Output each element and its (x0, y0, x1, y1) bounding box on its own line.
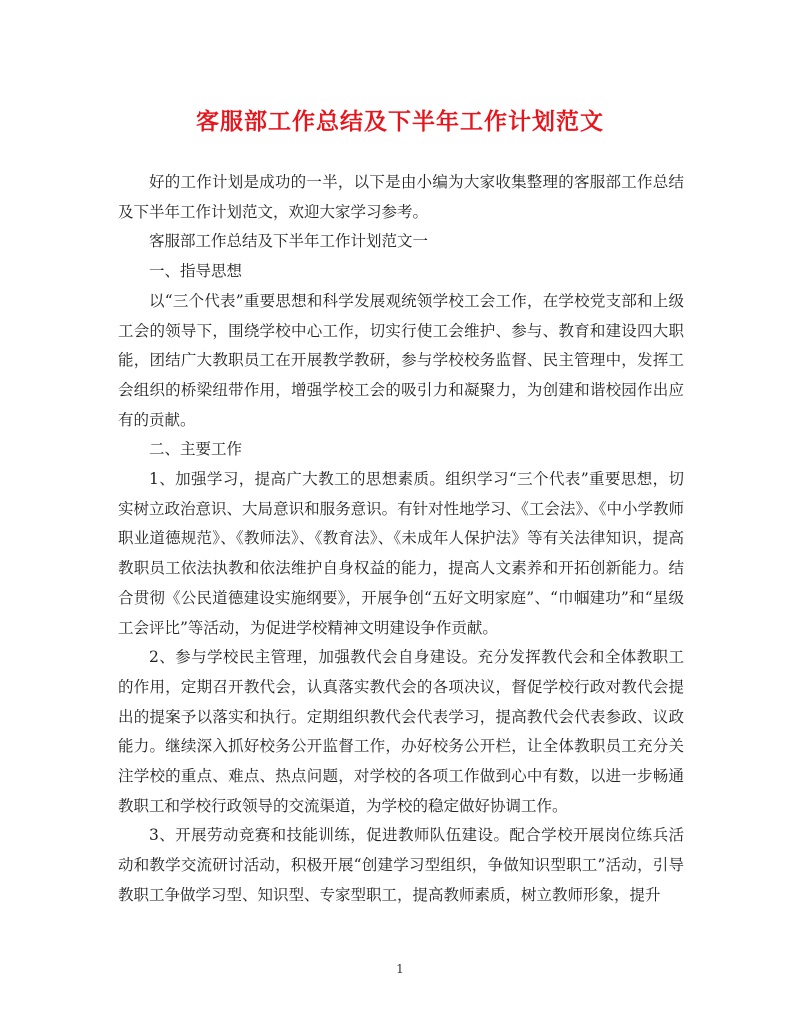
intro-paragraph: 好的工作计划是成功的一半，以下是由小编为大家收集整理的客服部工作总结及下半年工作计划范文，欢迎大家学习参考。 (118, 173, 684, 221)
heading-main-work: 二、主要工作 (149, 440, 243, 459)
paragraph-work-item-1: 1、加强学习，提高广大教工的思想素质。组织学习“三个代表”重要思想，切实树立政治意识、大局意识和服务意识。有针对性地学习、《工会法》、《中小学教师职业道德规范》、《教师法》、《教育法》、《未成年人保护法》等有关法律知识，提高教职员工依法执教和依法维护自身权益的能力，提高人文素养和开拓创新能力。结合贯彻《公民道德建设实施纲要》，开展争创“五好文明家庭”、“巾帼建功”和“星级工会评比”等活动，为促进学校精神文明建设争作贡献。 (118, 470, 684, 637)
page-number: 1 (396, 962, 404, 976)
document-body (118, 168, 684, 911)
paragraph-guiding-principle: 以“三个代表”重要思想和科学发展观统领学校工会工作，在学校党支部和上级工会的领导下，围绕学校中心工作，切实行使工会维护、参与、教育和建设四大职能，团结广大教职员工在开展教学教研，参与学校校务监督、民主管理中，发挥工会组织的桥梁纽带作用，增强学校工会的吸引力和凝聚力，为创建和谐校园作出应有的贡献。 (118, 291, 684, 429)
paragraph-work-item-2: 2、参与学校民主管理，加强教代会自身建设。充分发挥教代会和全体教职工的作用，定期召开教代会，认真落实教代会的各项决议，督促学校行政对教代会提出的提案予以落实和执行。定期组织教代会代表学习，提高教代会代表参政、议政能力。继续深入抓好校务公开监督工作，办好校务公开栏，让全体教职员工充分关注学校的重点、难点、热点问题，对学校的各项工作做到心中有数，以进一步畅通教职工和学校行政领导的交流渠道，为学校的稳定做好协调工作。 (118, 648, 684, 815)
section-subtitle: 客服部工作总结及下半年工作计划范文一 (149, 232, 429, 251)
paragraph-work-item-3: 3、开展劳动竞赛和技能训练，促进教师队伍建设。配合学校开展岗位练兵活动和教学交流研讨活动，积极开展“创建学习型组织，争做知识型职工”活动，引导教职工争做学习型、知识型、专家型职工，提高教师素质，树立教师形象，提升 (118, 826, 684, 904)
document-title: 客服部工作总结及下半年工作计划范文 (196, 108, 604, 135)
heading-guiding-principle: 一、指导思想 (149, 262, 243, 281)
